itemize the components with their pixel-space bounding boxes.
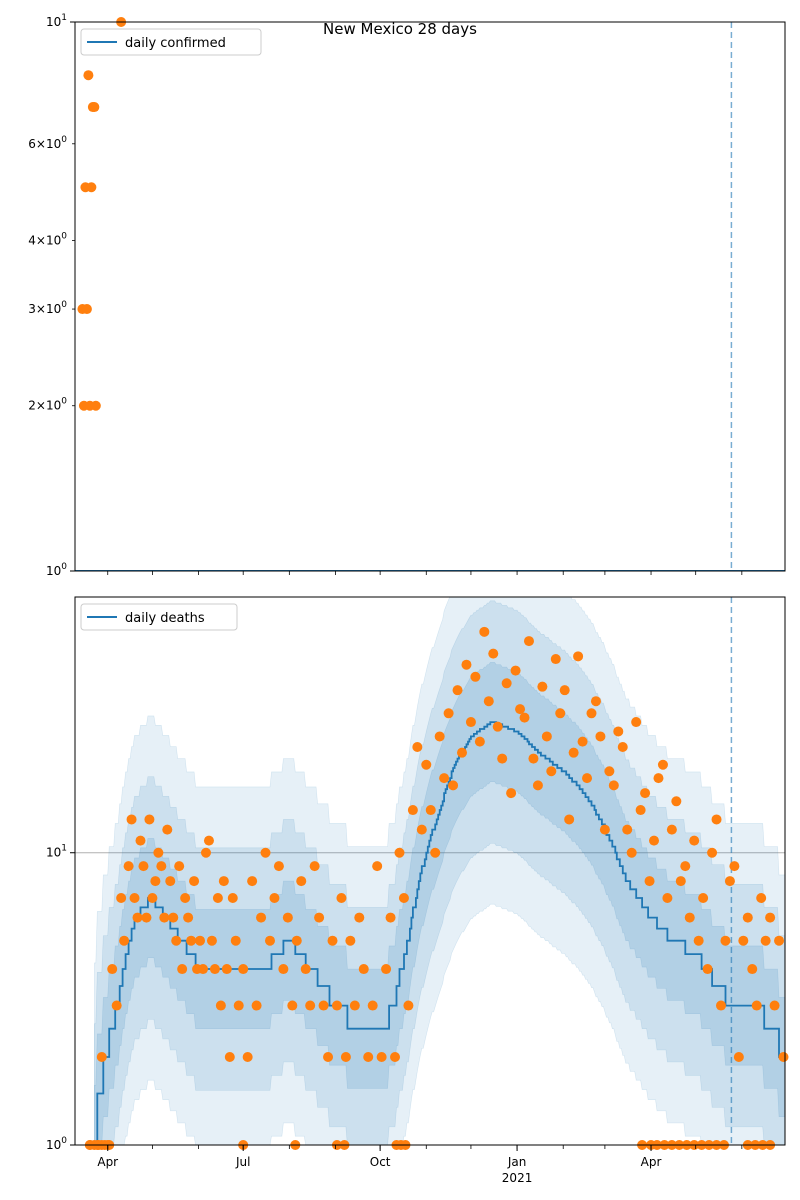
bottom-data-point-115 — [546, 766, 556, 776]
bottom-data-point-126 — [595, 731, 605, 741]
bottom-data-point-2 — [97, 1052, 107, 1062]
bottom-data-point-93 — [448, 780, 458, 790]
top-y-minor-tick-label-3: $6\times 10^0$ — [28, 134, 67, 151]
bottom-chart-panel — [46, 540, 789, 1185]
bottom-data-point-95 — [457, 748, 467, 758]
bottom-data-point-41 — [222, 964, 232, 974]
bottom-data-point-17 — [150, 876, 160, 886]
top-axes-frame — [75, 22, 785, 571]
bottom-data-point-53 — [269, 893, 279, 903]
bottom-data-point-42 — [225, 1052, 235, 1062]
bottom-data-point-124 — [586, 708, 596, 718]
top-y-minor-tick-label-0: $2\times 10^0$ — [28, 396, 67, 413]
bottom-data-point-63 — [314, 913, 324, 923]
bottom-data-point-27 — [180, 893, 190, 903]
bottom-data-point-148 — [694, 936, 704, 946]
bottom-data-point-77 — [377, 1052, 387, 1062]
bottom-data-point-28 — [183, 913, 193, 923]
bottom-data-point-70 — [345, 936, 355, 946]
bottom-data-point-80 — [390, 1052, 400, 1062]
bottom-data-point-64 — [319, 1001, 329, 1011]
bottom-data-point-58 — [292, 936, 302, 946]
bottom-data-point-111 — [528, 754, 538, 764]
bottom-data-point-14 — [141, 913, 151, 923]
bottom-data-point-104 — [497, 754, 507, 764]
bottom-data-point-79 — [386, 913, 396, 923]
bottom-data-point-74 — [363, 1052, 373, 1062]
top-y-tick-label-1: $10^1$ — [45, 13, 67, 29]
bottom-data-point-13 — [138, 861, 148, 871]
bottom-data-point-39 — [216, 1001, 226, 1011]
bottom-data-point-5 — [112, 1001, 122, 1011]
bottom-data-point-166 — [774, 936, 784, 946]
bottom-data-point-87 — [421, 760, 431, 770]
bottom-data-point-131 — [618, 742, 628, 752]
bottom-data-point-16 — [147, 893, 157, 903]
bottom-data-point-35 — [204, 836, 214, 846]
bottom-data-point-137 — [645, 876, 655, 886]
top-y-minor-tick-label-2: $4\times 10^0$ — [28, 231, 67, 248]
bottom-data-point-49 — [252, 1001, 262, 1011]
bottom-data-point-68 — [336, 893, 346, 903]
bottom-data-point-22 — [165, 876, 175, 886]
bottom-data-point-20 — [159, 913, 169, 923]
bottom-plot-area — [75, 540, 785, 1145]
top-plot-area — [75, 22, 785, 571]
bottom-data-point-47 — [243, 1052, 253, 1062]
bottom-data-point-46 — [238, 964, 248, 974]
bottom-data-point-151 — [707, 848, 717, 858]
bottom-data-point-50 — [256, 913, 266, 923]
bottom-data-point-56 — [283, 913, 293, 923]
top-legend-label: daily confirmed — [125, 36, 226, 51]
bottom-data-point-149 — [698, 893, 708, 903]
bottom-data-point-33 — [198, 964, 208, 974]
figure-title: New Mexico 28 days — [323, 20, 477, 38]
bottom-data-point-73 — [359, 964, 369, 974]
bottom-data-point-141 — [662, 893, 672, 903]
bottom-data-point-75 — [368, 1001, 378, 1011]
bottom-data-point-157 — [734, 1052, 744, 1062]
bottom-data-point-83 — [403, 1001, 413, 1011]
bottom-data-point-84 — [408, 805, 418, 815]
bottom-data-point-37 — [210, 964, 220, 974]
bottom-data-point-145 — [680, 861, 690, 871]
bottom-data-point-55 — [278, 964, 288, 974]
bottom-data-point-96 — [461, 660, 471, 670]
top-data-point-8 — [89, 102, 99, 112]
bottom-data-point-54 — [274, 861, 284, 871]
bottom-data-point-108 — [515, 704, 525, 714]
bottom-data-point-143 — [671, 796, 681, 806]
bottom-data-point-161 — [752, 1001, 762, 1011]
bottom-data-point-92 — [444, 708, 454, 718]
bottom-y-tick-label-0: $10^0$ — [45, 1136, 67, 1152]
bottom-data-point-112 — [533, 780, 543, 790]
bottom-data-point-167 — [779, 1052, 789, 1062]
bottom-data-point-10 — [130, 893, 140, 903]
bottom-data-point-130 — [613, 726, 623, 736]
bottom-data-point-38 — [213, 893, 223, 903]
bottom-data-point-69 — [341, 1052, 351, 1062]
bottom-data-point-98 — [470, 672, 480, 682]
bottom-data-point-23 — [168, 913, 178, 923]
bottom-data-point-110 — [524, 636, 534, 646]
top-data-point-3 — [82, 304, 92, 314]
bottom-data-point-6 — [116, 893, 126, 903]
bottom-data-point-135 — [636, 805, 646, 815]
bottom-data-point-163 — [761, 936, 771, 946]
bottom-data-point-154 — [720, 936, 730, 946]
bottom-data-point-4 — [107, 964, 117, 974]
bottom-data-point-101 — [484, 696, 494, 706]
bottom-data-point-82 — [399, 893, 409, 903]
bottom-data-point-164 — [765, 913, 775, 923]
top-data-point-6 — [86, 182, 96, 192]
bottom-data-point-153 — [716, 1001, 726, 1011]
bottom-data-point-121 — [573, 651, 583, 661]
bottom-y-tick-label-1: $10^1$ — [45, 843, 67, 860]
bottom-data-point-120 — [569, 748, 579, 758]
bottom-data-point-133 — [627, 848, 637, 858]
bottom-data-point-136 — [640, 788, 650, 798]
bottom-data-point-146 — [685, 913, 695, 923]
bottom-data-point-162 — [756, 893, 766, 903]
top-y-tick-label-0: $10^0$ — [45, 562, 67, 578]
bottom-data-point-29 — [186, 936, 196, 946]
bottom-data-point-155 — [725, 876, 735, 886]
bottom-data-point-159 — [743, 913, 753, 923]
bottom-data-point-65 — [323, 1052, 333, 1062]
bottom-x-tick-label-2: Oct — [369, 1155, 391, 1169]
bottom-data-point-85 — [412, 742, 422, 752]
bottom-data-point-59 — [296, 876, 306, 886]
bottom-data-point-71 — [350, 1001, 360, 1011]
bottom-data-point-18 — [153, 848, 163, 858]
bottom-data-point-123 — [582, 773, 592, 783]
bottom-data-point-160 — [747, 964, 757, 974]
top-y-minor-tick-label-1: $3\times 10^0$ — [28, 300, 67, 317]
bottom-data-point-15 — [144, 814, 154, 824]
bottom-data-point-76 — [372, 861, 382, 871]
bottom-data-point-45 — [234, 1001, 244, 1011]
bottom-data-point-125 — [591, 696, 601, 706]
bottom-data-point-142 — [667, 825, 677, 835]
bottom-data-point-139 — [653, 773, 663, 783]
bottom-data-point-106 — [506, 788, 516, 798]
bottom-data-point-100 — [479, 627, 489, 637]
bottom-data-point-138 — [649, 836, 659, 846]
bottom-data-point-105 — [502, 678, 512, 688]
top-chart-panel — [28, 13, 785, 578]
bottom-data-point-132 — [622, 825, 632, 835]
bottom-data-point-67 — [332, 1001, 342, 1011]
bottom-x-tick-label-0: Apr — [97, 1155, 119, 1169]
bottom-data-point-61 — [305, 1001, 315, 1011]
bottom-data-point-52 — [265, 936, 275, 946]
bottom-data-point-8 — [124, 861, 134, 871]
bottom-data-point-113 — [537, 682, 547, 692]
bottom-data-point-147 — [689, 836, 699, 846]
bottom-data-point-90 — [435, 731, 445, 741]
bottom-data-point-40 — [219, 876, 229, 886]
bottom-data-point-91 — [439, 773, 449, 783]
bottom-data-point-30 — [189, 876, 199, 886]
bottom-data-point-72 — [354, 913, 364, 923]
bottom-x-tick-label-1: Jul — [235, 1155, 251, 1169]
bottom-data-point-81 — [394, 848, 404, 858]
bottom-data-point-57 — [287, 1001, 297, 1011]
bottom-data-point-152 — [712, 814, 722, 824]
bottom-data-point-7 — [119, 936, 129, 946]
bottom-x-tick-sublabel-3: 2021 — [501, 1171, 533, 1185]
bottom-data-point-118 — [560, 685, 570, 695]
bottom-data-point-34 — [201, 848, 211, 858]
bottom-data-point-117 — [555, 708, 565, 718]
bottom-data-point-24 — [171, 936, 181, 946]
bottom-x-tick-label-4: Apr — [640, 1155, 662, 1169]
bottom-data-point-116 — [551, 654, 561, 664]
bottom-data-point-60 — [301, 964, 311, 974]
bottom-data-point-165 — [770, 1001, 780, 1011]
bottom-data-point-134 — [631, 717, 641, 727]
bottom-data-point-48 — [247, 876, 257, 886]
bottom-data-point-97 — [466, 717, 476, 727]
bottom-data-point-99 — [475, 737, 485, 747]
bottom-data-point-156 — [729, 861, 739, 871]
bottom-data-point-140 — [658, 760, 668, 770]
bottom-data-point-32 — [195, 936, 205, 946]
bottom-data-point-109 — [520, 713, 530, 723]
bottom-data-point-127 — [600, 825, 610, 835]
bottom-data-point-9 — [127, 814, 137, 824]
bottom-data-point-36 — [207, 936, 217, 946]
bottom-data-point-44 — [231, 936, 241, 946]
top-data-point-9 — [91, 401, 101, 411]
bottom-data-point-78 — [381, 964, 391, 974]
bottom-data-point-103 — [493, 722, 503, 732]
bottom-data-point-89 — [430, 848, 440, 858]
bottom-legend-label: daily deaths — [125, 611, 205, 626]
bottom-data-point-122 — [578, 737, 588, 747]
bottom-data-point-102 — [488, 649, 498, 659]
bottom-data-point-86 — [417, 825, 427, 835]
top-data-point-4 — [83, 70, 93, 80]
bottom-data-point-62 — [310, 861, 320, 871]
bottom-data-point-150 — [703, 964, 713, 974]
bottom-data-point-66 — [328, 936, 338, 946]
bottom-data-point-119 — [564, 814, 574, 824]
bottom-data-point-21 — [162, 825, 172, 835]
bottom-data-point-26 — [177, 964, 187, 974]
bottom-data-point-107 — [511, 666, 521, 676]
bottom-data-point-158 — [738, 936, 748, 946]
bottom-data-point-114 — [542, 731, 552, 741]
bottom-data-point-43 — [228, 893, 238, 903]
bottom-data-point-88 — [426, 805, 436, 815]
bottom-data-point-128 — [604, 766, 614, 776]
bottom-data-point-25 — [174, 861, 184, 871]
bottom-data-point-144 — [676, 876, 686, 886]
bottom-data-point-51 — [261, 848, 271, 858]
bottom-data-point-94 — [453, 685, 463, 695]
bottom-x-tick-label-3: Jan — [507, 1155, 527, 1169]
bottom-data-point-19 — [156, 861, 166, 871]
bottom-data-point-11 — [133, 913, 143, 923]
bottom-data-point-12 — [135, 836, 145, 846]
bottom-data-point-129 — [609, 780, 619, 790]
